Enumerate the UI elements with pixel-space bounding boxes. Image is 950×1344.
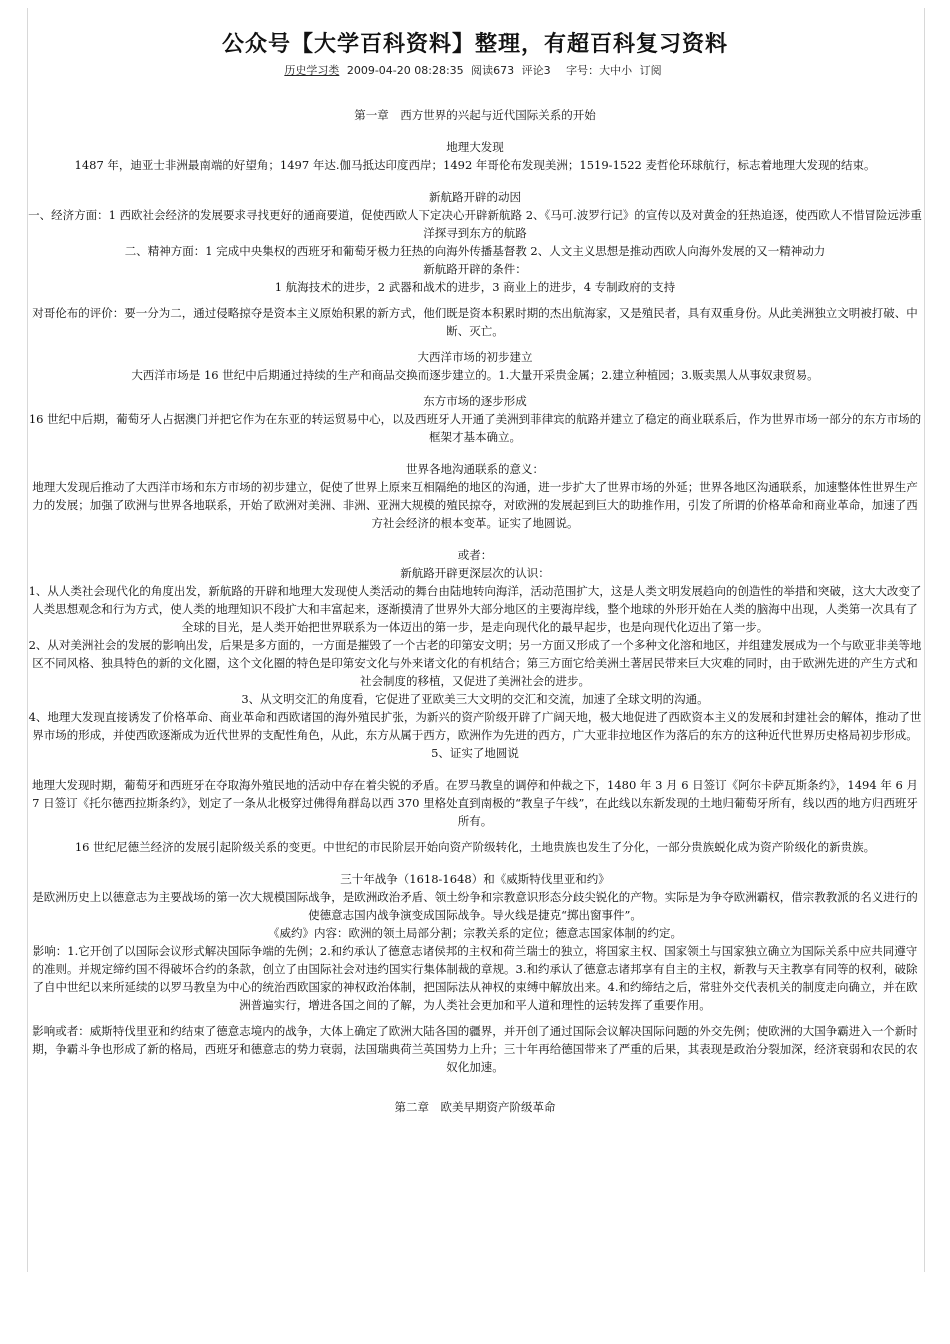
paragraph: 二、精神方面：1 完成中央集权的西班牙和葡萄牙极力狂热的向海外传播基督教 2、人文主义思想是推动西欧人向海外发展的又一精神动力 [124,244,826,258]
chapter-heading: 第二章 欧美早期资产阶级革命 [394,1100,556,1114]
font-medium-button[interactable]: 中 [610,64,622,77]
paragraph: 地理大发现时期，葡萄牙和西班牙在夺取海外殖民地的活动中存在着尖锐的矛盾。在罗马教皇的调停和仲裁之下，1480 年 3 月 6 日签订《阿尔卡萨瓦斯条约》，1494 年 6 月 7 日签订《托尔德西拉斯条约》，划定了一条从北极穿过佛得角群岛以西 370 里格处直到南极的“教皇子午线”，在此线以东新发现的土地归葡萄牙所有，线以西的地方归西班牙所有。 [32,778,918,828]
paragraph: 3、从文明交汇的角度看，它促进了亚欧美三大文明的交汇和交流，加速了全球文明的沟通。 [241,692,709,706]
paragraph: 4、地理大发现直接诱发了价格革命、商业革命和西欧诸国的海外殖民扩张，为新兴的资产阶级开辟了广阔天地，极大地促进了西欧资本主义的发展和封建社会的解体，推动了世界市场的形成，并使西欧逐渐成为近代世界的支配性角色，从此，东方从属于西方，欧洲作为先进的西方，广大亚非拉地区作为落后的东方的这种近代世界历史格局初步形成。 [28,710,922,742]
paragraph: 1、从人类社会现代化的角度出发，新航路的开辟和地理大发现使人类活动的舞台由陆地转向海洋，活动范围扩大，这是人类文明发展趋向的创造性的举措和突破，这大大改变了人类思想观念和行为方式，使人类的地理知识不段扩大和丰富起来，逐渐摸清了世界外大部分地区的主要海岸线，整个地球的外形开始在人类的脑海中出现，人类第一次具有了全球的目光，是人类开始把世界联系为一体迈出的第一步，是走向现代化的最早起步，也是向现代化迈出了第一步。 [28,584,922,634]
paragraph: 5、证实了地圆说 [431,746,519,760]
section-heading: 地理大发现 [446,140,504,154]
paragraph: 2、从对美洲社会的发展的影响出发，后果是多方面的，一方面是摧毁了一个古老的印第安文明；另一方面又形成了一个多种文化溶和地区，并组建发展成为一个与欧亚非美等地区不同风格、独具特色的新的文化圈，这个文化圈的特色是印第安文化与外来诸文化的有机结合；第三方面它给美洲土著居民带来巨大灾难的同时，由于欧洲先进的产生方式和社会制度的移植，又促进了美洲社会的进步。 [28,638,922,688]
category-link[interactable]: 历史学习类 [284,64,340,77]
paragraph: 《威约》内容：欧洲的领土局部分割；宗教关系的定位；德意志国家体制的约定。 [268,926,682,940]
section-heading: 三十年战争（1618-1648）和《威斯特伐里亚和约》 [340,872,610,886]
article-meta [28,62,922,80]
page-title: 公众号【大学百科资料】整理，有超百科复习资料 [221,31,728,57]
paragraph: 16 世纪尼德兰经济的发展引起阶级关系的变更。中世纪的市民阶层开始向资产阶级转化，土地贵族也发生了分化，一部分贵族蜕化成为资产阶级化的新贵族。 [74,840,876,854]
read-count: 阅读673 [471,64,515,77]
paragraph: 影响：1.它开创了以国际会议形式解决国际争端的先例；2.和约承认了德意志诸侯邦的主权和荷兰瑞士的独立，将国家主权、国家领土与国家独立确立为国际关系中应共同遵守的准则。并规定缔约国不得破坏合约的条款，创立了由国际社会对违约国实行集体制裁的章规。3.和约承认了德意志诸邦享有自主的主权，新教与天主教享有同等的权利，破除了自中世纪以来所延续的以罗马教皇为中心的统治西欧国家的神权政治体制，把国际法从神权的束缚中解放出来。4.和约缔结之后，常驻外交代表机关的制度走向确立，并在欧洲普遍实行，增进各国之间的了解，为人类社会更加和平人道和理性的运转发挥了重要作用。 [32,944,918,1012]
paragraph: 一、经济方面：1 西欧社会经济的发展要求寻找更好的通商要道，促使西欧人下定决心开辟新航路 2、《马可.波罗行记》的宣传以及对黄金的狂热追逐，使西欧人不惜冒险远涉重洋探寻到东方的航路 [28,208,922,240]
paragraph: 16 世纪中后期，葡萄牙人占据澳门并把它作为在东亚的转运贸易中心，以及西班牙人开通了美洲到菲律宾的航路并建立了稳定的商业联系后，作为世界市场一部分的东方市场的框架才基本确立。 [28,412,922,444]
font-large-button[interactable]: 大 [599,64,611,77]
paragraph: 1 航海技术的进步，2 武器和战术的进步，3 商业上的进步，4 专制政府的支持 [274,280,676,294]
section-heading: 新航路开辟更深层次的认识： [400,566,550,580]
section-heading: 新航路开辟的动因 [429,190,521,204]
article [28,30,922,1116]
font-small-button[interactable]: 小 [621,64,633,77]
chapter-heading: 第一章 西方世界的兴起与近代国际关系的开始 [354,108,596,122]
comment-count[interactable]: 评论3 [521,64,551,77]
post-datetime: 2009-04-20 08:28:35 [346,64,464,77]
section-heading: 世界各地沟通联系的意义： [406,462,544,476]
paragraph: 大西洋市场是 16 世纪中后期通过持续的生产和商品交换而逐步建立的。1.大量开采贵金属；2.建立种植园；3.贩卖黑人从事奴隶贸易。 [131,368,819,382]
section-heading: 新航路开辟的条件： [423,262,527,276]
paragraph: 1487 年，迪亚士非洲最南端的好望角；1497 年达.伽马抵达印度西岸；1492 年哥伦布发现美洲；1519-1522 麦哲伦环球航行，标志着地理大发现的结束。 [74,158,876,172]
paragraph: 是欧洲历史上以德意志为主要战场的第一次大规模国际战争，是欧洲政治矛盾、领土纷争和宗教意识形态分歧尖锐化的产物。实际是为争夺欧洲霸权，借宗教教派的名义进行的使德意志国内战争演变成国际战争。导火线是捷克“掷出窗事件”。 [32,890,918,922]
article-body [28,106,922,1116]
paragraph: 对哥伦布的评价：要一分为二，通过侵略掠夺是资本主义原始积累的新方式，他们既是资本积累时期的杰出航海家，又是殖民者，具有双重身份。从此美洲独立文明被打破、中断、灭亡。 [32,306,918,338]
section-heading: 大西洋市场的初步建立 [417,350,533,364]
paragraph: 地理大发现后推动了大西洋市场和东方市场的初步建立，促使了世界上原来互相隔绝的地区的沟通，进一步扩大了世界市场的外延；世界各地区沟通联系，加速整体性世界生产力的发展；加强了欧洲与世界各地联系，开始了欧洲对美洲、非洲、亚洲大规模的殖民掠夺，对欧洲的发展起到巨大的助推作用，引发了所谓的价格革命和商业革命，加速了西方社会经济的根本变革。证实了地圆说。 [32,480,918,530]
section-heading: 或者： [457,548,493,562]
paragraph: 影响或者：威斯特伐里亚和约结束了德意志境内的战争，大体上确定了欧洲大陆各国的疆界，并开创了通过国际会议解决国际问题的外交先例；使欧洲的大国争霸进入一个新时期，争霸斗争也形成了新的格局，西班牙和德意志的势力衰弱，法国瑞典荷兰英国势力上升；三十年再给德国带来了严重的后果，其表现是政治分裂加深，经济衰弱和农民的农奴化加速。 [32,1024,918,1074]
font-size-label: 字号： [566,64,600,77]
subscribe-link[interactable]: 订阅 [639,64,662,77]
section-heading: 东方市场的逐步形成 [423,394,527,408]
